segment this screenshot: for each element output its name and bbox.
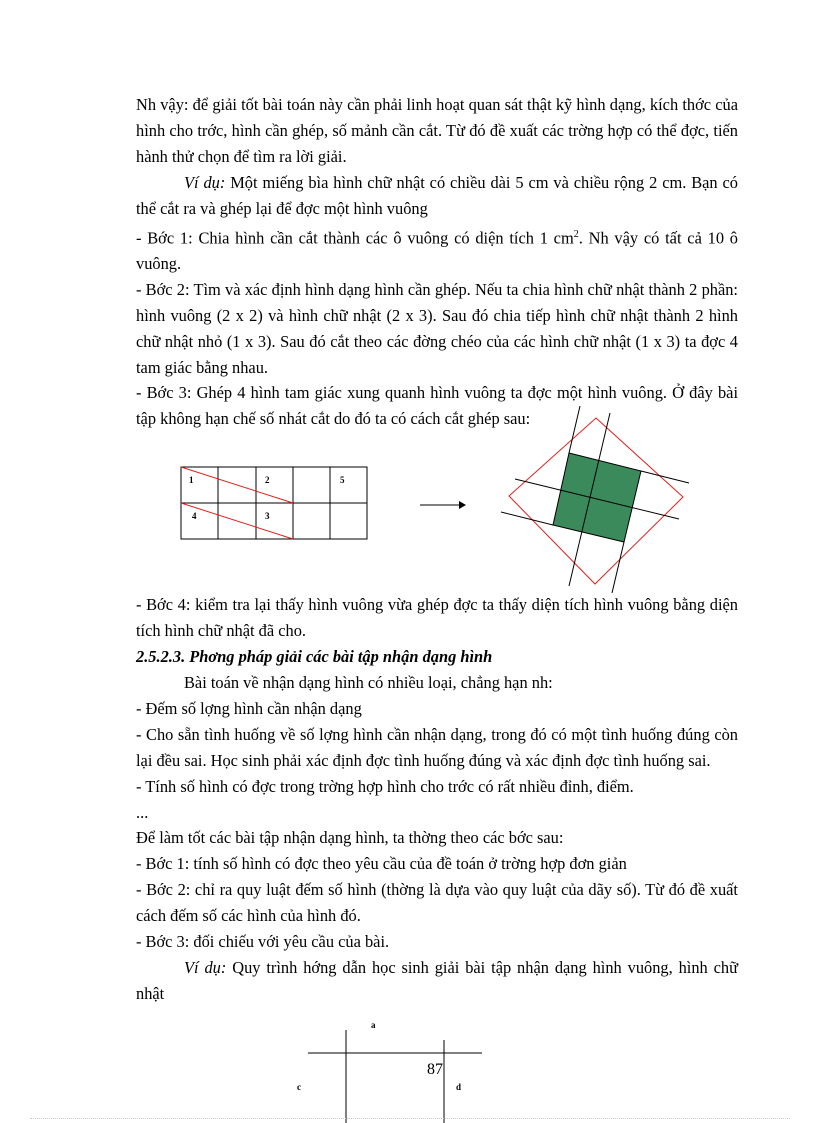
cell-label-1: 1 <box>189 475 194 485</box>
paragraph-intro: Bài toán về nhận dạng hình có nhiều loại, chẳng hạn nh: <box>184 672 553 692</box>
example-2-label: Ví dụ: <box>184 957 227 977</box>
cell-label-3: 3 <box>265 511 270 521</box>
bullet-situation: - Cho sẵn tình huống về số lợng hình cần nhận dạng, trong đó có một tình huống đúng còn lại đều sai. Học sinh phải xác định đợc tình huống đúng và xác định đợc tình huống sai. <box>136 724 738 770</box>
cell-label-5: 5 <box>340 475 345 485</box>
cut-line-top <box>181 467 293 503</box>
rectangle-grid-figure <box>181 467 367 539</box>
section-heading: 2.5.2.3. Phơng pháp giải các bài tập nhận dạng hình <box>136 647 493 667</box>
paragraph-step-2: - Bớc 2: Tìm và xác định hình dạng hình cần ghép. Nếu ta chia hình chữ nhật thành 2 phần: hình vuông (2 x 2) và hình chữ nhật (2 x 3). Sau đó chia tiếp hình chữ nhật thành 2 hình chữ nhật nhỏ (1 x 3). Sau đó cắt theo các đờng chéo của các hình chữ nhật (1 x 3) ta đợc 4 tam giác bằng nhau. <box>136 279 738 377</box>
example-2-text: Quy trình hớng dẫn học sinh giải bài tập nhận dạng hình vuông, hình chữ nhật <box>136 957 738 1003</box>
assembled-square-figure <box>501 406 689 593</box>
method-step-1: - Bớc 1: tính số hình có đợc theo yêu cầu của đề toán ở trờng hợp đơn giản <box>136 854 627 874</box>
method-step-2: - Bớc 2: chỉ ra quy luật đếm số hình (thờng là dựa vào quy luật của dãy số). Từ đó đề xuất cách đếm số các hình của hình đó. <box>136 880 738 926</box>
paragraph-summary: Nh vậy: để giải tốt bài toán này cần phải linh hoạt quan sát thật kỹ hình dạng, kích thớc của hình cho trớc, hình cần ghép, số mảnh cần cắt. Từ đó đề xuất các trờng hợp có thể đợc, tiến hành thử chọn để tìm ra lời giải. <box>136 95 738 166</box>
step-1-text: - Bớc 1: Chia hình cần cắt thành các ô vuông có diện tích 1 cm <box>136 228 574 247</box>
point-label-d: d <box>456 1082 462 1092</box>
footer-divider <box>30 1118 790 1119</box>
bottom-cross-figure <box>297 1020 482 1123</box>
arrow-right-icon <box>420 501 466 509</box>
method-step-3: - Bớc 3: đối chiếu với yêu cầu của bài. <box>136 932 390 952</box>
cell-label-4: 4 <box>192 511 197 521</box>
ellipsis: ... <box>136 802 149 822</box>
paragraph-step-3: - Bớc 3: Ghép 4 hình tam giác xung quanh hình vuông ta đợc một hình vuông. Ở đây bài tập không hạn chế số nhát cắt do đó ta có cách cắt ghép sau: <box>136 383 738 429</box>
example-label: Ví dụ: <box>184 172 226 192</box>
point-label-a: a <box>371 1020 376 1030</box>
extension-line <box>612 542 624 593</box>
cell-label-2: 2 <box>265 475 270 485</box>
extension-line <box>569 406 580 453</box>
example-text: Một miếng bìa hình chữ nhật có chiều dài 5 cm và chiều rộng 2 cm. Bạn có thể cắt ra và ghép lại để đợc một hình vuông <box>136 172 738 218</box>
cut-line-bottom <box>181 503 293 539</box>
page-number: 87 <box>427 1061 443 1078</box>
bullet-count: - Đếm số lợng hình cần nhận dạng <box>136 698 362 718</box>
step-1-superscript: 2 <box>573 228 579 240</box>
paragraph-method-intro: Để làm tốt các bài tập nhận dạng hình, ta thờng theo các bớc sau: <box>136 828 564 848</box>
step-1-text-end: . Nh vậy có tất cả 10 ô vuông. <box>136 228 738 273</box>
bullet-compute: - Tính số hình có đợc trong trờng hợp hình cho trớc có rất nhiều đỉnh, điểm. <box>136 776 634 796</box>
paragraph-step-4: - Bớc 4: kiểm tra lại thấy hình vuông vừa ghép đợc ta thấy diện tích hình vuông bằng diện tích hình chữ nhật đã cho. <box>136 595 738 641</box>
point-label-c: c <box>297 1082 301 1092</box>
